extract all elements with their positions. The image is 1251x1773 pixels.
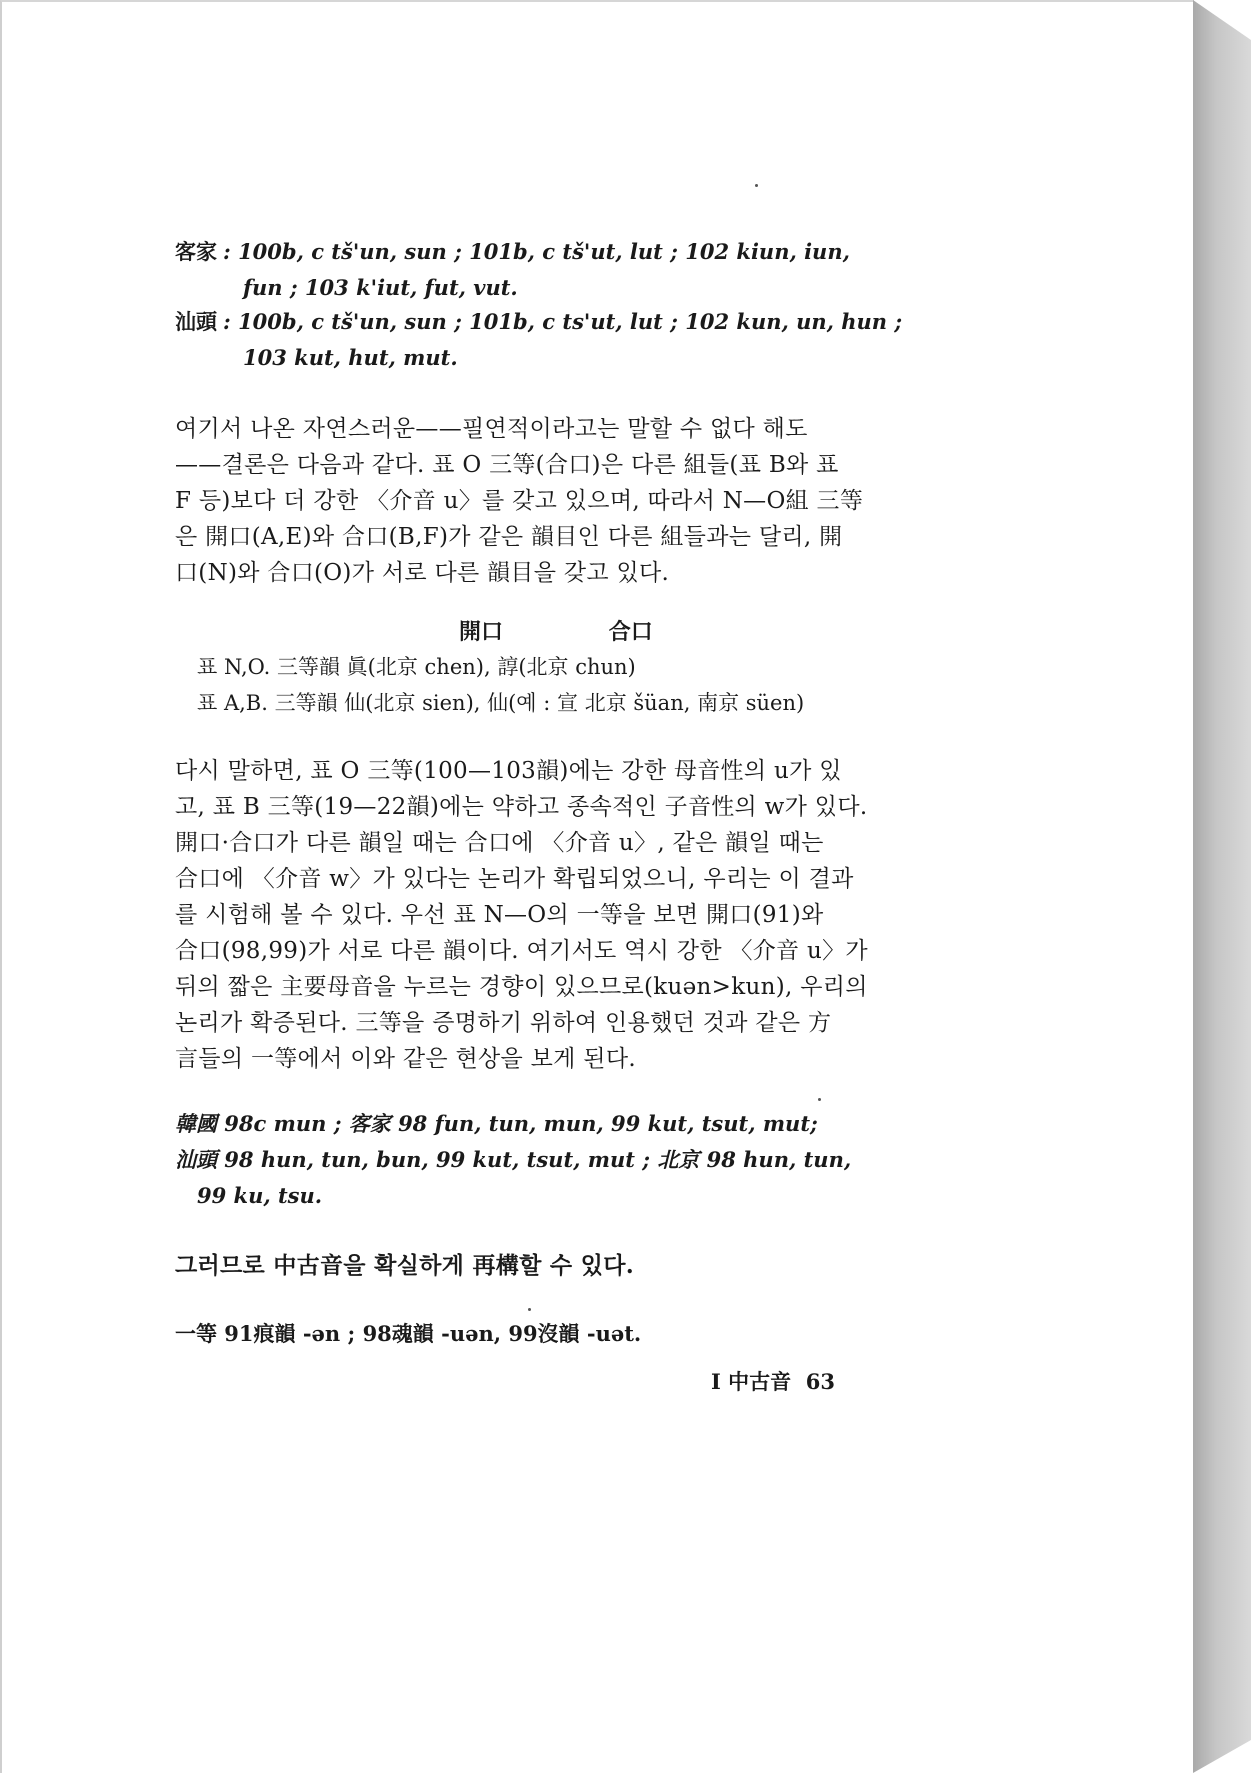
dialect-swatow-line1: 汕頭 : 100b, c tš'un, sun ; 101b, c ts'ut, lut ; 102 kun, un, hun ; [175, 309, 903, 334]
para2-line: 뒤의 짧은 主要母音을 누르는 경향이 있으므로(kuən>kun), 우리의 [175, 974, 868, 1000]
col-open-heading: 開口 [459, 619, 504, 645]
dialect-swatow-line2: 103 kut, hut, mut. [243, 345, 458, 370]
para2-line: 를 시험해 볼 수 있다. 우선 표 N—O의 一等을 보면 開口(91)와 [175, 902, 824, 928]
para2-line: 合口(98,99)가 서로 다른 韻이다. 여기서도 역시 강한 〈介音 u〉가 [175, 938, 868, 964]
dialect-hakka-line2: fun ; 103 k'iut, fut, vut. [243, 275, 518, 300]
hakka-label: 客家 [175, 239, 217, 264]
first-grade-line: 一等 91痕韻 -ən ; 98魂韻 -uən, 99沒韻 -uət. [175, 1321, 642, 1346]
para2-line: 고, 표 B 三等(19—22韻)에는 약하고 종속적인 子音性의 w가 있다. [175, 794, 868, 820]
dialect-mid-line1: 韓國 98c mun ; 客家 98 fun, tun, mun, 99 kut, tsut, mut; [175, 1111, 818, 1136]
para1-line: 은 開口(A,E)와 合口(B,F)가 같은 韻目인 다른 組들과는 달리, 開 [175, 524, 843, 550]
dialect-hakka-line1: 客家 : 100b, c tš'un, sun ; 101b, c tš'ut, lut ; 102 kiun, iun, [175, 239, 850, 264]
para2-line: 合口에 〈介音 w〉가 있다는 논리가 확립되었으니, 우리는 이 결과 [175, 866, 854, 892]
para1-line: 여기서 나온 자연스러운——필연적이라고는 말할 수 없다 해도 [175, 416, 808, 442]
para2-line: 다시 말하면, 표 O 三等(100—103韻)에는 강한 母音性의 u가 있 [175, 758, 842, 784]
swatow-label: 汕頭 [175, 309, 217, 334]
scan-speck [528, 1308, 531, 1311]
scan-speck [755, 184, 758, 187]
footer-section: I 中古音 [711, 1369, 792, 1394]
table-header [175, 614, 975, 650]
scan-speck [818, 1098, 821, 1101]
dialect-mid-line2: 汕頭 98 hun, tun, bun, 99 kut, tsut, mut ; 北京 98 hun, tun, [175, 1147, 852, 1172]
para2-line: 言들의 一等에서 이와 같은 현상을 보게 된다. [175, 1046, 636, 1072]
para1-line: ——결론은 다음과 같다. 표 O 三等(合口)은 다른 組들(표 B와 표 [175, 452, 839, 478]
page-number: 63 [805, 1369, 835, 1394]
table-row-no: 표 N,O. 三等韻 眞(北京 chen), 諄(北京 chun) [197, 655, 636, 679]
col-closed-heading: 合口 [608, 619, 653, 645]
page-edge [1193, 0, 1251, 1773]
table-row-ab: 표 A,B. 三等韻 仙(北京 sien), 仙(예 : 宣 北京 šüan, 南京 süen) [197, 691, 805, 715]
para2-line: 논리가 확증된다. 三等을 증명하기 위하여 인용했던 것과 같은 方 [175, 1010, 832, 1036]
para1-line: F 등)보다 더 강한 〈介音 u〉를 갖고 있으며, 따라서 N—O組 三等 [175, 488, 864, 514]
para2-line: 開口·合口가 다른 韻일 때는 合口에 〈介音 u〉, 같은 韻일 때는 [175, 830, 824, 856]
para1-line: 口(N)와 合口(O)가 서로 다른 韻目을 갖고 있다. [175, 560, 670, 586]
conclusion-line: 그러므로 中古音을 확실하게 再構할 수 있다. [175, 1252, 635, 1279]
page-footer [175, 1362, 835, 1401]
dialect-mid-line3: 99 ku, tsu. [197, 1183, 323, 1208]
